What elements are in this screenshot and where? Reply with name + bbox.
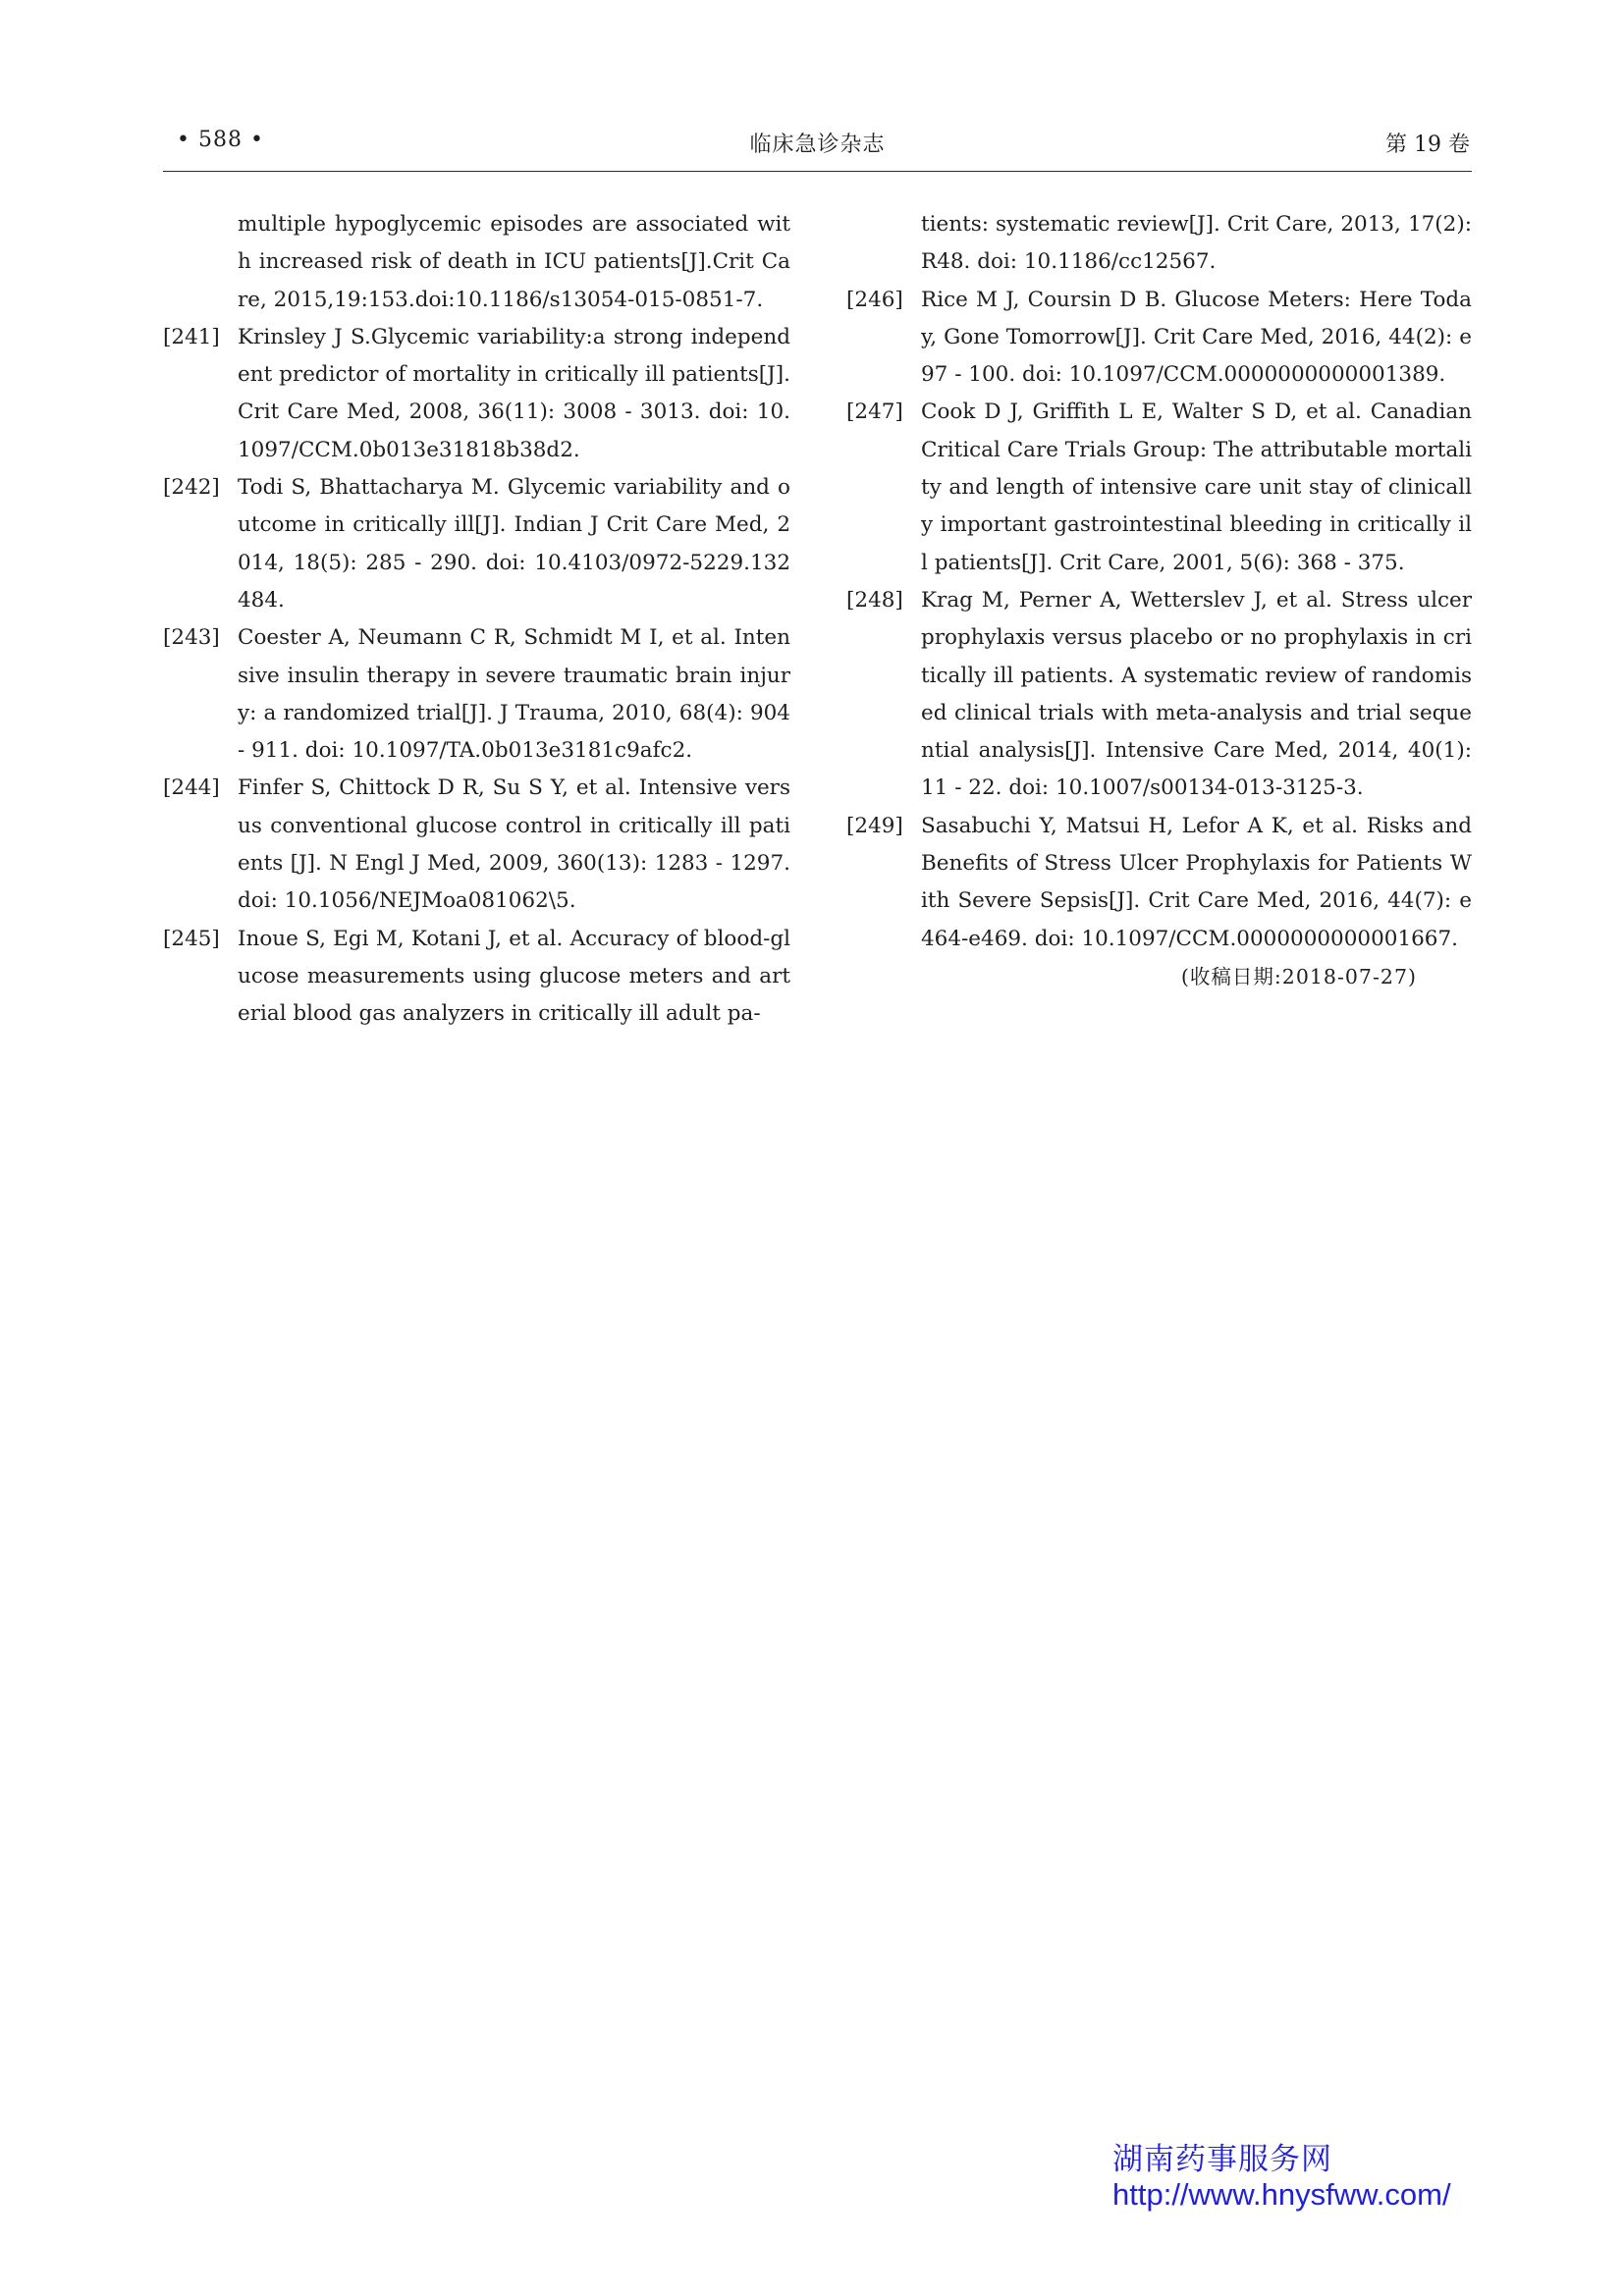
reference-item [163, 206, 790, 319]
watermark-url-link[interactable]: http://www.hnysfww.com/ [1112, 2177, 1451, 2212]
received-date: (收稿日期:2018-07-27) [1180, 964, 1417, 988]
running-header [163, 124, 1472, 172]
reference-text: tients: systematic review[J]. Crit Care, 2013, 17(2): R48. doi: 10.1186/cc12567. [921, 212, 1472, 275]
reference-text: Inoue S, Egi M, Kotani J, et al. Accuracy of blood-glucose measurements using glucose meters and arterial blood gas analyzers in critically ill adult pa- [238, 926, 790, 1027]
reference-text: Coester A, Neumann C R, Schmidt M I, et al. Intensive insulin therapy in severe traumatic brain injury: a randomized trial[J]. J Trauma, 2010, 68(4): 904 - 911. doi: 10.1097/TA.0b013e3181c9afc2. [238, 625, 790, 764]
reference-number: [248] [846, 587, 903, 613]
reference-text: Cook D J, Griffith L E, Walter S D, et al. Canadian Critical Care Trials Group: The attributable mortality and length of intensive care unit stay of clinically important gastrointestinal bleeding in critically ill patients[J]. Crit Care, 2001, 5(6): 368 - 375. [921, 400, 1473, 575]
left-column [163, 206, 790, 1034]
reference-item [163, 770, 790, 920]
reference-item [163, 619, 790, 770]
reference-number: [243] [163, 625, 220, 651]
reference-text: multiple hypoglycemic episodes are associated with increased risk of death in ICU patients[J].Crit Care, 2015,19:153.doi:10.1186/s13054-015-0851-7. [238, 212, 790, 312]
reference-item [163, 319, 790, 469]
reference-item [163, 921, 790, 1034]
reference-text: Rice M J, Coursin D B. Glucose Meters: Here Today, Gone Tomorrow[J]. Crit Care Med, 2016, 44(2): e97 - 100. doi: 10.1097/CCM.0000000000001389. [921, 287, 1472, 388]
right-column [846, 206, 1472, 995]
reference-number: [244] [163, 775, 220, 801]
reference-text: Finfer S, Chittock D R, Su S Y, et al. Intensive versus conventional glucose control in critically ill patients [J]. N Engl J Med, 2009, 360(13): 1283 - 1297. doi: 10.1056/NEJMoa081062\5. [238, 775, 790, 914]
reference-item [846, 394, 1472, 581]
reference-item [846, 206, 1472, 282]
reference-item [163, 469, 790, 619]
reference-number: [249] [846, 813, 903, 838]
watermark [1112, 2142, 1505, 2213]
reference-number: [242] [163, 475, 220, 501]
reference-item [846, 808, 1472, 958]
reference-text: Todi S, Bhattacharya M. Glycemic variability and outcome in critically ill[J]. Indian J Crit Care Med, 2014, 18(5): 285 - 290. doi: 10.4103/0972-5229.132484. [238, 475, 790, 613]
reference-item [846, 582, 1472, 808]
reference-number: [245] [163, 926, 220, 951]
reference-item [846, 282, 1472, 395]
page-number: • 588 • [177, 128, 264, 152]
reference-number: [246] [846, 287, 903, 312]
journal-title: 临床急诊杂志 [749, 133, 886, 157]
volume-label: 第 19 卷 [1385, 133, 1470, 157]
reference-text: Sasabuchi Y, Matsui H, Lefor A K, et al. Risks and Benefits of Stress Ulcer Prophylaxis for Patients With Severe Sepsis[J]. Crit Care Med, 2016, 44(7): e464-e469. doi: 10.1097/CCM.0000000000001667. [921, 813, 1472, 951]
watermark-name: 湖南药事服务网 [1112, 2142, 1332, 2176]
reference-text: Krinsley J S.Glycemic variability:a strong independent predictor of mortality in critically ill patients[J]. Crit Care Med, 2008, 36(11): 3008 - 3013. doi: 10.1097/CCM.0b013e31818b38d2. [238, 324, 790, 462]
reference-number: [247] [846, 400, 903, 425]
reference-text: Krag M, Perner A, Wetterslev J, et al. Stress ulcer prophylaxis versus placebo or no prophylaxis in critically ill patients. A systematic review of randomised clinical trials with meta-analysis and trial sequential analysis[J]. Intensive Care Med, 2014, 40(1): 11 - 22. doi: 10.1007/s00134-013-3125-3. [921, 587, 1472, 801]
reference-number: [241] [163, 324, 220, 349]
